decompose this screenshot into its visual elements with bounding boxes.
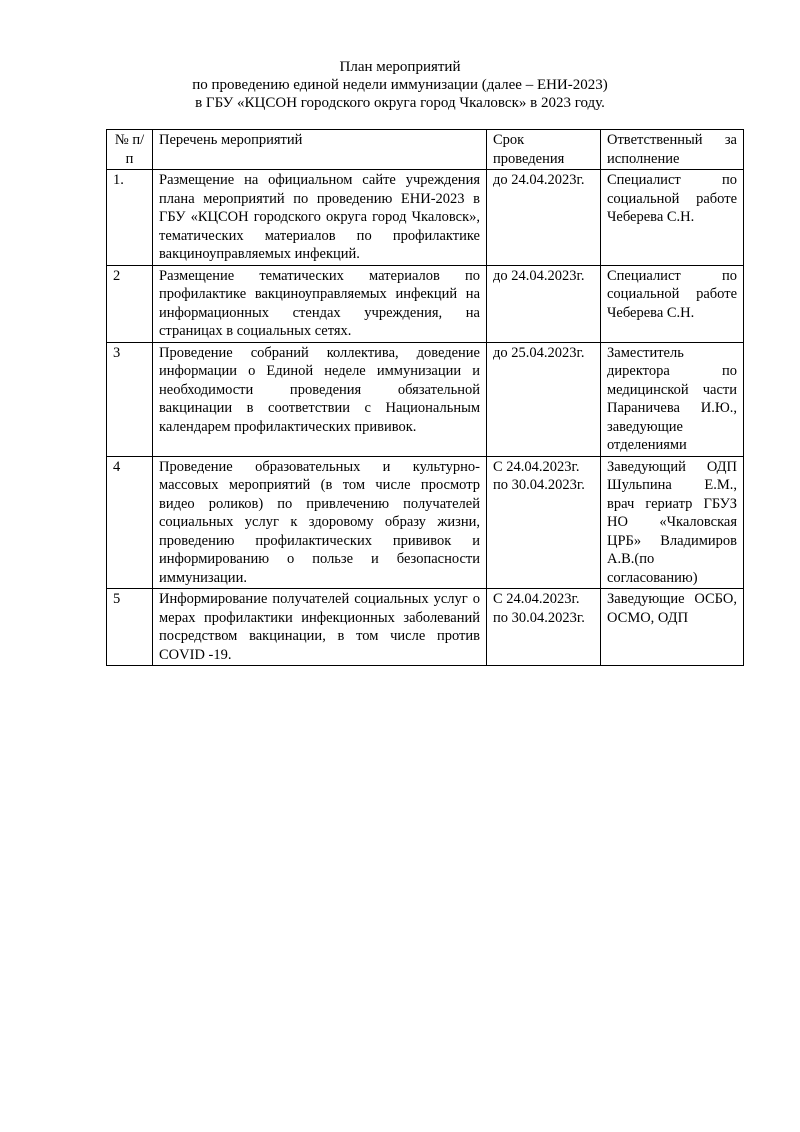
table-row xyxy=(107,265,744,342)
title-line-2: по проведению единой недели иммунизации (далее – ЕНИ-2023) xyxy=(192,77,608,93)
header-responsible: Ответственный за исполнение xyxy=(601,130,744,170)
plan-table xyxy=(106,129,744,666)
row-deadline: до 24.04.2023г. xyxy=(487,265,601,342)
row-responsible: Заведующий ОДП Шульпина Е.М., врач гериатр ГБУЗ НО «Чкаловская ЦРБ» Владимиров А.В.(по согласованию) xyxy=(601,456,744,589)
title-line-3: в ГБУ «КЦСОН городского округа город Чкаловск» в 2023 году. xyxy=(195,95,605,111)
table-header-row xyxy=(107,130,744,170)
header-activity: Перечень мероприятий xyxy=(153,130,487,170)
header-deadline: Срок проведения xyxy=(487,130,601,170)
row-activity: Информирование получателей социальных услуг о мерах профилактики инфекционных заболеваний посредством вакцинации, в том числе против COVID -19. xyxy=(153,589,487,666)
table-row xyxy=(107,456,744,589)
row-activity: Проведение собраний коллектива, доведение информации о Единой неделе иммунизации и необходимости проведения обязательной вакцинации в соответствии с Национальным календарем профилактических прививок. xyxy=(153,342,487,456)
row-activity: Проведение образовательных и культурно-массовых мероприятий (в том числе просмотр видео роликов) по привлечению получателей социальных услуг к здоровому образу жизни, проведению профилактических прививок и информированию о пользе и безопасности иммунизации. xyxy=(153,456,487,589)
row-deadline: С 24.04.2023г. по 30.04.2023г. xyxy=(487,456,601,589)
row-num: 1. xyxy=(107,170,153,266)
row-responsible: Специалист по социальной работе Чеберева С.Н. xyxy=(601,170,744,266)
row-num: 4 xyxy=(107,456,153,589)
row-num: 5 xyxy=(107,589,153,666)
row-deadline: до 24.04.2023г. xyxy=(487,170,601,266)
row-num: 2 xyxy=(107,265,153,342)
header-num: № п/п xyxy=(107,130,153,170)
table-row xyxy=(107,589,744,666)
row-activity: Размещение на официальном сайте учреждения плана мероприятий по проведению ЕНИ-2023 в ГБУ «КЦСОН городского округа город Чкаловск», тематических материалов по профилактике вакциноуправляемых инфекций. xyxy=(153,170,487,266)
row-num: 3 xyxy=(107,342,153,456)
row-activity: Размещение тематических материалов по профилактике вакциноуправляемых инфекций на информационных стендах учреждения, на страницах в социальных сетях. xyxy=(153,265,487,342)
document-title xyxy=(0,58,800,112)
row-responsible: Заведующие ОСБО, ОСМО, ОДП xyxy=(601,589,744,666)
table-row xyxy=(107,342,744,456)
row-deadline: до 25.04.2023г. xyxy=(487,342,601,456)
row-deadline: С 24.04.2023г. по 30.04.2023г. xyxy=(487,589,601,666)
title-line-1: План мероприятий xyxy=(339,59,461,75)
row-responsible: Специалист по социальной работе Чеберева С.Н. xyxy=(601,265,744,342)
row-responsible: Заместитель директора по медицинской части Параничева И.Ю., заведующие отделениями xyxy=(601,342,744,456)
table-row xyxy=(107,170,744,266)
